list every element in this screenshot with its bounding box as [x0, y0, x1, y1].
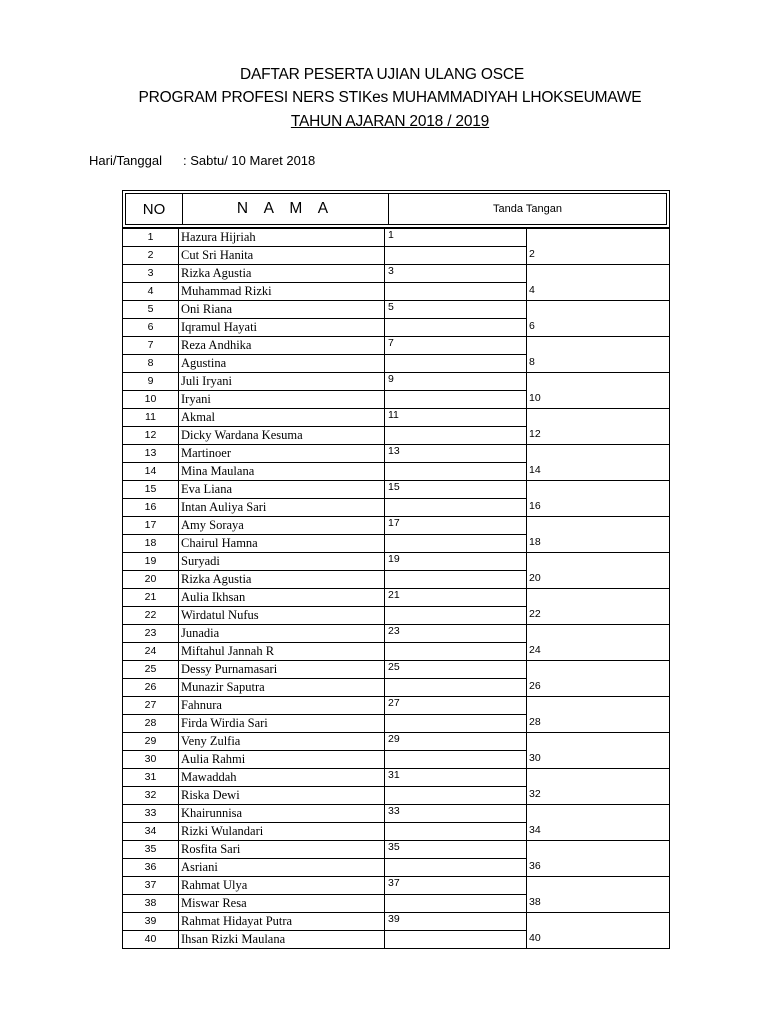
participant-name: Iryani [179, 390, 385, 408]
signature-cell-right [526, 768, 670, 804]
participant-name: Amy Soraya [179, 516, 385, 534]
table-row-pair [122, 480, 670, 516]
signature-number: 10 [529, 392, 541, 404]
row-number: 3 [122, 264, 179, 282]
signature-cell-left [385, 300, 526, 336]
table-row-pair [122, 840, 670, 876]
row-number: 11 [122, 408, 179, 426]
signature-number: 16 [529, 500, 541, 512]
signature-number: 28 [529, 716, 541, 728]
row-number: 9 [122, 372, 179, 390]
signature-number: 33 [388, 805, 400, 817]
participant-name: Cut Sri Hanita [179, 246, 385, 264]
signature-cell-left [385, 660, 526, 696]
signature-cell-right [526, 552, 670, 588]
table-row-pair [122, 624, 670, 660]
signature-cell-left [385, 624, 526, 660]
signature-cell-right [526, 804, 670, 840]
participant-name: Aulia Ikhsan [179, 588, 385, 606]
participant-name: Akmal [179, 408, 385, 426]
row-number: 27 [122, 696, 179, 714]
row-number: 7 [122, 336, 179, 354]
table-row-pair [122, 768, 670, 804]
row-number: 18 [122, 534, 179, 552]
signature-cell-left [385, 264, 526, 300]
signature-cell-left [385, 228, 526, 264]
participant-name: Agustina [179, 354, 385, 372]
table-row-pair [122, 588, 670, 624]
signature-number: 7 [388, 337, 394, 349]
row-number: 2 [122, 246, 179, 264]
signature-number: 18 [529, 536, 541, 548]
signature-number: 2 [529, 248, 535, 260]
signature-number: 37 [388, 877, 400, 889]
row-number: 31 [122, 768, 179, 786]
participant-name: Muhammad Rizki [179, 282, 385, 300]
signature-number: 36 [529, 860, 541, 872]
row-number: 40 [122, 930, 179, 948]
row-number: 15 [122, 480, 179, 498]
table-row-pair [122, 516, 670, 552]
participant-table [122, 228, 670, 949]
signature-number: 29 [388, 733, 400, 745]
signature-cell-left [385, 912, 526, 948]
participant-name: Iqramul Hayati [179, 318, 385, 336]
table-row-pair [122, 228, 670, 264]
signature-cell-right [526, 300, 670, 336]
signature-cell-left [385, 876, 526, 912]
row-number: 33 [122, 804, 179, 822]
participant-name: Reza Andhika [179, 336, 385, 354]
participant-name: Rosfita Sari [179, 840, 385, 858]
participant-name: Intan Auliya Sari [179, 498, 385, 516]
signature-number: 6 [529, 320, 535, 332]
row-number: 24 [122, 642, 179, 660]
signature-cell-left [385, 696, 526, 732]
signature-cell-left [385, 552, 526, 588]
signature-cell-left [385, 732, 526, 768]
signature-cell-right [526, 228, 670, 264]
signature-number: 22 [529, 608, 541, 620]
signature-number: 35 [388, 841, 400, 853]
participant-name: Wirdatul Nufus [179, 606, 385, 624]
signature-number: 8 [529, 356, 535, 368]
row-number: 10 [122, 390, 179, 408]
row-number: 35 [122, 840, 179, 858]
signature-cell-right [526, 624, 670, 660]
date-label: Hari/Tanggal [89, 153, 162, 168]
row-number: 4 [122, 282, 179, 300]
signature-cell-left [385, 516, 526, 552]
table-header [122, 190, 670, 228]
participant-name: Suryadi [179, 552, 385, 570]
participant-name: Aulia Rahmi [179, 750, 385, 768]
participant-name: Junadia [179, 624, 385, 642]
row-number: 6 [122, 318, 179, 336]
signature-number: 32 [529, 788, 541, 800]
row-number: 37 [122, 876, 179, 894]
signature-cell-right [526, 876, 670, 912]
column-header-tanda-tangan: Tanda Tangan [493, 203, 562, 215]
signature-cell-right [526, 516, 670, 552]
signature-cell-right [526, 696, 670, 732]
signature-cell-right [526, 660, 670, 696]
signature-number: 24 [529, 644, 541, 656]
signature-cell-right [526, 840, 670, 876]
signature-number: 39 [388, 913, 400, 925]
participant-name: Veny Zulfia [179, 732, 385, 750]
participant-name: Khairunnisa [179, 804, 385, 822]
row-number: 12 [122, 426, 179, 444]
table-row-pair [122, 912, 670, 948]
row-number: 8 [122, 354, 179, 372]
signature-cell-right [526, 336, 670, 372]
signature-cell-left [385, 588, 526, 624]
academic-year: TAHUN AJARAN 2018 / 2019 [290, 113, 490, 130]
signature-number: 25 [388, 661, 400, 673]
participant-name: Rizka Agustia [179, 264, 385, 282]
participant-name: Dicky Wardana Kesuma [179, 426, 385, 444]
row-number: 20 [122, 570, 179, 588]
participant-name: Rizka Agustia [179, 570, 385, 588]
table-row-pair [122, 660, 670, 696]
row-number: 30 [122, 750, 179, 768]
signature-number: 19 [388, 553, 400, 565]
signature-number: 31 [388, 769, 400, 781]
participant-name: Rahmat Hidayat Putra [179, 912, 385, 930]
table-row-pair [122, 336, 670, 372]
signature-number: 21 [388, 589, 400, 601]
signature-cell-right [526, 372, 670, 408]
signature-cell-left [385, 804, 526, 840]
signature-number: 38 [529, 896, 541, 908]
signature-number: 23 [388, 625, 400, 637]
signature-number: 17 [388, 517, 400, 529]
table-row-pair [122, 408, 670, 444]
column-header-no: NO [126, 194, 183, 224]
signature-cell-left [385, 768, 526, 804]
participant-name: Riska Dewi [179, 786, 385, 804]
signature-cell-right [526, 264, 670, 300]
table-row-pair [122, 804, 670, 840]
table-row-pair [122, 372, 670, 408]
signature-number: 15 [388, 481, 400, 493]
signature-cell-left [385, 336, 526, 372]
signature-number: 30 [529, 752, 541, 764]
signature-number: 3 [388, 265, 394, 277]
signature-cell-left [385, 444, 526, 480]
table-bottom-border [122, 948, 670, 949]
table-row-pair [122, 732, 670, 768]
participant-name: Miftahul Jannah R [179, 642, 385, 660]
document-title: DAFTAR PESERTA UJIAN ULANG OSCE [239, 66, 525, 83]
signature-cell-right [526, 732, 670, 768]
participant-name: Rizki Wulandari [179, 822, 385, 840]
signature-cell-right [526, 444, 670, 480]
table-row-pair [122, 264, 670, 300]
row-number: 32 [122, 786, 179, 804]
table-row-pair [122, 444, 670, 480]
row-number: 28 [122, 714, 179, 732]
row-number: 39 [122, 912, 179, 930]
signature-cell-right [526, 408, 670, 444]
participant-name: Mina Maulana [179, 462, 385, 480]
table-row-pair [122, 300, 670, 336]
signature-number: 12 [529, 428, 541, 440]
table-row-pair [122, 552, 670, 588]
row-number: 17 [122, 516, 179, 534]
signature-number: 26 [529, 680, 541, 692]
participant-name: Miswar Resa [179, 894, 385, 912]
row-number: 21 [122, 588, 179, 606]
signature-number: 1 [388, 229, 394, 241]
signature-number: 4 [529, 284, 535, 296]
row-number: 36 [122, 858, 179, 876]
row-number: 14 [122, 462, 179, 480]
row-number: 22 [122, 606, 179, 624]
participant-name: Hazura Hijriah [179, 228, 385, 246]
row-number: 13 [122, 444, 179, 462]
signature-cell-right [526, 588, 670, 624]
participant-name: Munazir Saputra [179, 678, 385, 696]
table-row-pair [122, 876, 670, 912]
participant-name: Eva Liana [179, 480, 385, 498]
participant-name: Dessy Purnamasari [179, 660, 385, 678]
row-number: 38 [122, 894, 179, 912]
signature-number: 5 [388, 301, 394, 313]
row-number: 19 [122, 552, 179, 570]
signature-number: 27 [388, 697, 400, 709]
participant-name: Mawaddah [179, 768, 385, 786]
column-header-nama: N A M A [183, 194, 389, 224]
signature-number: 13 [388, 445, 400, 457]
row-number: 34 [122, 822, 179, 840]
signature-number: 34 [529, 824, 541, 836]
signature-number: 14 [529, 464, 541, 476]
signature-cell-left [385, 372, 526, 408]
signature-cell-right [526, 480, 670, 516]
signature-number: 40 [529, 932, 541, 944]
row-number: 5 [122, 300, 179, 318]
row-number: 26 [122, 678, 179, 696]
table-row-pair [122, 696, 670, 732]
signature-number: 20 [529, 572, 541, 584]
row-number: 1 [122, 228, 179, 246]
participant-name: Ihsan Rizki Maulana [179, 930, 385, 948]
row-number: 25 [122, 660, 179, 678]
participant-name: Firda Wirdia Sari [179, 714, 385, 732]
signature-cell-left [385, 408, 526, 444]
participant-name: Asriani [179, 858, 385, 876]
date-value: : Sabtu/ 10 Maret 2018 [183, 153, 316, 168]
participant-name: Oni Riana [179, 300, 385, 318]
participant-name: Rahmat Ulya [179, 876, 385, 894]
row-number: 23 [122, 624, 179, 642]
signature-number: 11 [388, 409, 399, 421]
signature-cell-left [385, 480, 526, 516]
participant-name: Juli Iryani [179, 372, 385, 390]
document-subtitle: PROGRAM PROFESI NERS STIKes MUHAMMADIYAH LHOKSEUMAWE [138, 89, 642, 106]
row-number: 16 [122, 498, 179, 516]
row-number: 29 [122, 732, 179, 750]
signature-number: 9 [388, 373, 394, 385]
signature-cell-left [385, 840, 526, 876]
signature-cell-right [526, 912, 670, 948]
participant-name: Martinoer [179, 444, 385, 462]
participant-name: Chairul Hamna [179, 534, 385, 552]
participant-name: Fahnura [179, 696, 385, 714]
